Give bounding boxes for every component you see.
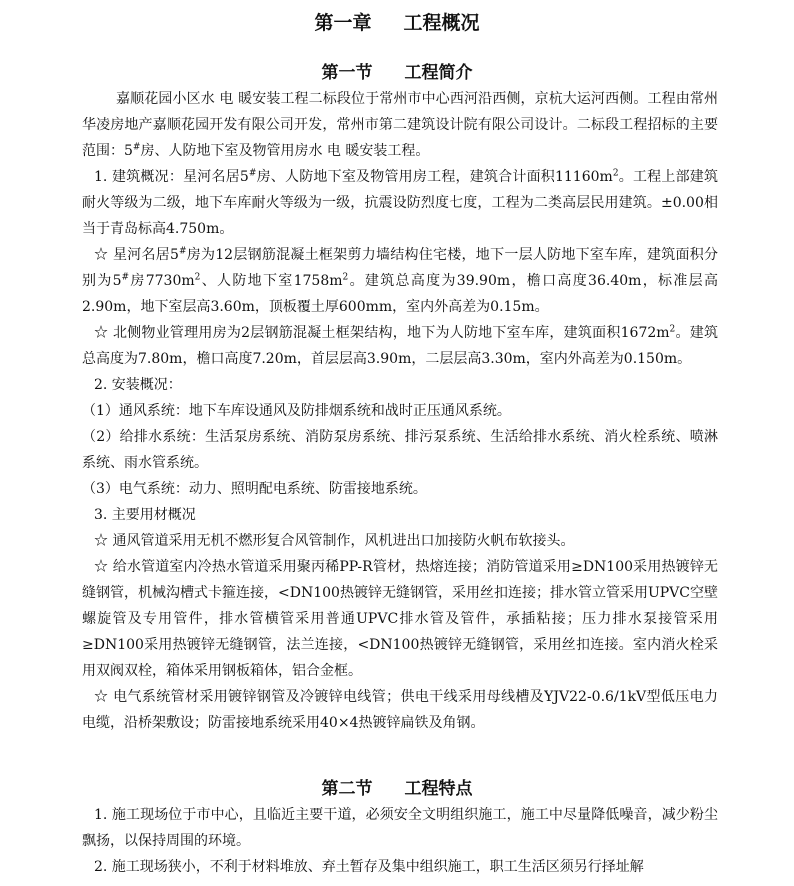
chapter-heading xyxy=(0,8,794,35)
building-overview: 1. 建筑概况：星河名居5#房、人防地下室及物管用房工程，建筑合计面积$11160m^2$。工程上部建筑耐火等级为二级，地下车库耐火等级为一级，抗震设防烈度七度，工程为二类高层民用建筑。±0.00相当于青岛标高4.750m。 xyxy=(82,168,719,237)
electrical-system: （3）电气系统：动力、照明配电系统、防雷接地系统。 xyxy=(82,481,427,497)
section-number: 第二节 xyxy=(321,779,373,799)
section-heading-1 xyxy=(0,58,794,83)
ventilation-system: （1）通风系统：地下车库设通风及防排烟系统和战时正压通风系统。 xyxy=(82,403,511,419)
water-system: （2）给排水系统：生活泵房系统、消防泵房系统、排污泵系统、生活给排水系统、消火栓系统、喷淋系统、雨水管系统。 xyxy=(82,429,718,471)
feature-2: 2. 施工现场狭小，不利于材料堆放、弃土暂存及集中组织施工，职工生活区须另行择址解 xyxy=(94,859,644,875)
property-building-note: ☆ 北侧物业管理用房为2层钢筋混凝土框架结构，地下为人防地下室车库，建筑面积$1672m^2$。建筑总高度为7.80m，檐口高度7.20m，首层层高3.90m，二层层高3.30m，室内外高差为0.150m。 xyxy=(82,324,718,367)
electrical-materials: ☆ 电气系统管材采用镀锌钢管及冷镀锌电线管；供电干线采用母线槽及YJV22-0.6/1kV型低压电力电缆，沿桥架敷设；防雷接地系统采用40×4热镀锌扁铁及角钢。 xyxy=(82,689,718,731)
ventilation-materials: ☆ 通风管道采用无机不燃形复合风管制作，风机进出口加接防火帆布软接头。 xyxy=(94,533,575,549)
section-number: 第一节 xyxy=(321,63,373,83)
plumbing-materials: ☆ 给水管道室内冷热水管道采用聚丙稀PP-R管材，热熔连接；消防管道采用≥DN100采用热镀锌无缝钢管，机械沟槽式卡箍连接，<DN100热镀锌无缝钢管，采用丝扣连接；排水管立管采用UPVC空壁螺旋管及专用管件，排水管横管采用普通UPVC排水管及管件，承插粘接；压力排水泵接管采用≥DN100采用热镀锌无缝钢管，法兰连接，<DN100热镀锌无缝钢管，采用丝扣连接。室内消火栓采用双阀双栓，箱体采用钢板箱体，铝合金框。 xyxy=(82,559,718,679)
section-heading-2 xyxy=(0,774,794,799)
residential-building-note: ☆ 星河名居5#房为12层钢筋混凝土框架剪力墙结构住宅楼，地下一层人防地下室车库，建筑面积分别为5#房$7730m^2$、人防地下室$1758m^2$。建筑总高度为39.90m，檐口高度36.40m，标准层高2.90m，地下室层高3.60m，顶板覆土厚600mm，室内外高差为0.15m。 xyxy=(82,246,719,315)
section-1-body xyxy=(82,86,718,736)
feature-1: 1. 施工现场位于市中心，且临近主要干道，必须安全文明组织施工，施工中尽量降低噪音，减少粉尘飘扬，以保持周围的环境。 xyxy=(82,807,718,849)
chapter-title: 工程概况 xyxy=(403,12,480,34)
intro-paragraph: 嘉顺花园小区水 电 暖安装工程二标段位于常州市中心西河沿西侧，京杭大运河西侧。工程由常州华凌房地产嘉顺花园开发有限公司开发，常州市第二建筑设计院有限公司设计。二标段工程招标的主要范围：5#房、人防地下室及物管用房水 电 暖安装工程。 xyxy=(82,91,718,159)
section-2-body xyxy=(82,802,718,880)
section-title: 工程特点 xyxy=(404,779,473,799)
installation-overview-heading: 2. 安装概况： xyxy=(94,377,182,393)
chapter-number: 第一章 xyxy=(314,12,372,34)
section-title: 工程简介 xyxy=(404,63,473,83)
materials-heading: 3. 主要用材概况 xyxy=(94,507,196,523)
